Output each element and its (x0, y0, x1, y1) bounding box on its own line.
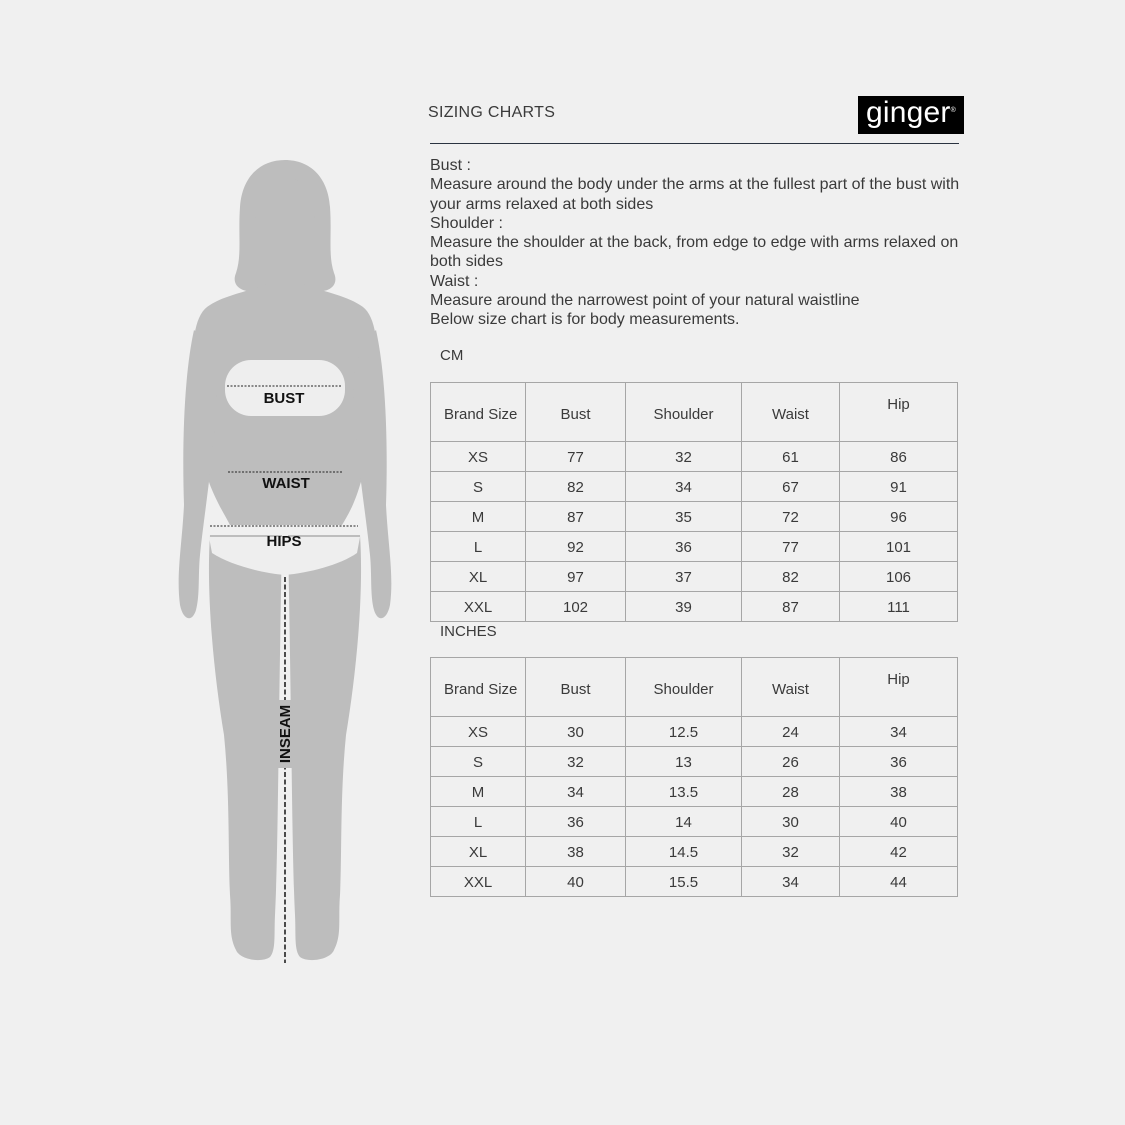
table-cell: 30 (742, 807, 840, 837)
column-header: Hip (840, 658, 958, 717)
bust-heading: Bust : (430, 157, 471, 174)
table-header-row (431, 658, 958, 717)
table-cell: 67 (742, 472, 840, 502)
table-cell: 61 (742, 442, 840, 472)
table-row (431, 747, 958, 777)
table-row (431, 717, 958, 747)
table-cell: 82 (526, 472, 626, 502)
table-row (431, 867, 958, 897)
table-cell: 36 (526, 807, 626, 837)
column-header: Brand Size (431, 658, 526, 717)
table-cell: XS (431, 717, 526, 747)
table-cell: 72 (742, 502, 840, 532)
table-cell: 102 (526, 592, 626, 622)
table-cell: 44 (840, 867, 958, 897)
table-cell: 82 (742, 562, 840, 592)
table-row (431, 532, 958, 562)
measurement-instructions (430, 156, 970, 330)
shoulder-heading: Shoulder : (430, 214, 503, 232)
table-cell: 77 (742, 532, 840, 562)
table-cell: 87 (742, 592, 840, 622)
column-header: Shoulder (626, 383, 742, 442)
table-cell: L (431, 532, 526, 562)
table-header-row (431, 383, 958, 442)
table-cell: 34 (742, 867, 840, 897)
table-row (431, 807, 958, 837)
waist-heading: Waist : (430, 272, 479, 290)
table-cell: 26 (742, 747, 840, 777)
table-row (431, 777, 958, 807)
table-row (431, 562, 958, 592)
table-cell: 34 (626, 472, 742, 502)
body-measurement-figure (170, 155, 400, 970)
table-cell: 35 (626, 502, 742, 532)
chart-note: Below size chart is for body measurements. (430, 311, 740, 329)
table-cell: 34 (526, 777, 626, 807)
column-header: Hip (840, 383, 958, 442)
table-row (431, 592, 958, 622)
table-cell: XL (431, 837, 526, 867)
table-cell: 39 (626, 592, 742, 622)
column-header: Bust (526, 658, 626, 717)
brand-logo (858, 96, 964, 134)
table-cell: 13 (626, 747, 742, 777)
table-cell: 32 (526, 747, 626, 777)
table-cell: S (431, 747, 526, 777)
table-cell: XXL (431, 592, 526, 622)
column-header: Waist (742, 658, 840, 717)
table-row (431, 472, 958, 502)
registered-mark: ® (950, 107, 956, 114)
table-cell: 32 (626, 442, 742, 472)
table-row (431, 502, 958, 532)
table-cell: 77 (526, 442, 626, 472)
table-cell: 38 (526, 837, 626, 867)
inseam-label: INSEAM (277, 704, 294, 764)
waist-label: WAIST (262, 475, 310, 492)
table-cell: 36 (626, 532, 742, 562)
table-cell: S (431, 472, 526, 502)
table-row (431, 837, 958, 867)
table-cell: 91 (840, 472, 958, 502)
table-cell: L (431, 807, 526, 837)
shoulder-instruction: Measure the shoulder at the back, from edge to edge with arms relaxed on both sides (430, 234, 959, 271)
table-cell: 15.5 (626, 867, 742, 897)
table-cell: 106 (840, 562, 958, 592)
column-header: Waist (742, 383, 840, 442)
inches-unit-label: INCHES (440, 623, 497, 640)
page-title: SIZING CHARTS (428, 104, 556, 121)
table-cell: XL (431, 562, 526, 592)
table-cell: 24 (742, 717, 840, 747)
header-divider (430, 143, 959, 144)
table-cell: 42 (840, 837, 958, 867)
table-cell: 37 (626, 562, 742, 592)
table-cell: XXL (431, 867, 526, 897)
table-cell: 30 (526, 717, 626, 747)
waist-instruction: Measure around the narrowest point of your natural waistline (430, 292, 860, 310)
table-cell: 40 (840, 807, 958, 837)
column-header: Shoulder (626, 658, 742, 717)
table-cell: 87 (526, 502, 626, 532)
table-cell: 36 (840, 747, 958, 777)
table-cell: 12.5 (626, 717, 742, 747)
table-cell: 14.5 (626, 837, 742, 867)
table-cell: XS (431, 442, 526, 472)
table-cell: 111 (840, 592, 958, 622)
bust-instruction: Measure around the body under the arms at the fullest part of the bust with your arms relaxed at both sides (430, 176, 960, 213)
column-header: Bust (526, 383, 626, 442)
table-cell: 97 (526, 562, 626, 592)
bust-band (225, 360, 345, 416)
table-cell: M (431, 777, 526, 807)
table-cell: 38 (840, 777, 958, 807)
table-cell: 101 (840, 532, 958, 562)
cm-size-table (430, 382, 958, 622)
cm-unit-label: CM (440, 347, 464, 364)
inches-size-table (430, 657, 958, 897)
bust-label: BUST (263, 390, 305, 407)
table-cell: 28 (742, 777, 840, 807)
table-cell: 86 (840, 442, 958, 472)
table-cell: 96 (840, 502, 958, 532)
logo-text: ginger (866, 96, 951, 129)
table-cell: 13.5 (626, 777, 742, 807)
hips-label: HIPS (266, 533, 302, 550)
table-cell: M (431, 502, 526, 532)
table-row (431, 442, 958, 472)
table-cell: 40 (526, 867, 626, 897)
table-cell: 34 (840, 717, 958, 747)
column-header: Brand Size (431, 383, 526, 442)
table-cell: 14 (626, 807, 742, 837)
table-cell: 92 (526, 532, 626, 562)
table-cell: 32 (742, 837, 840, 867)
